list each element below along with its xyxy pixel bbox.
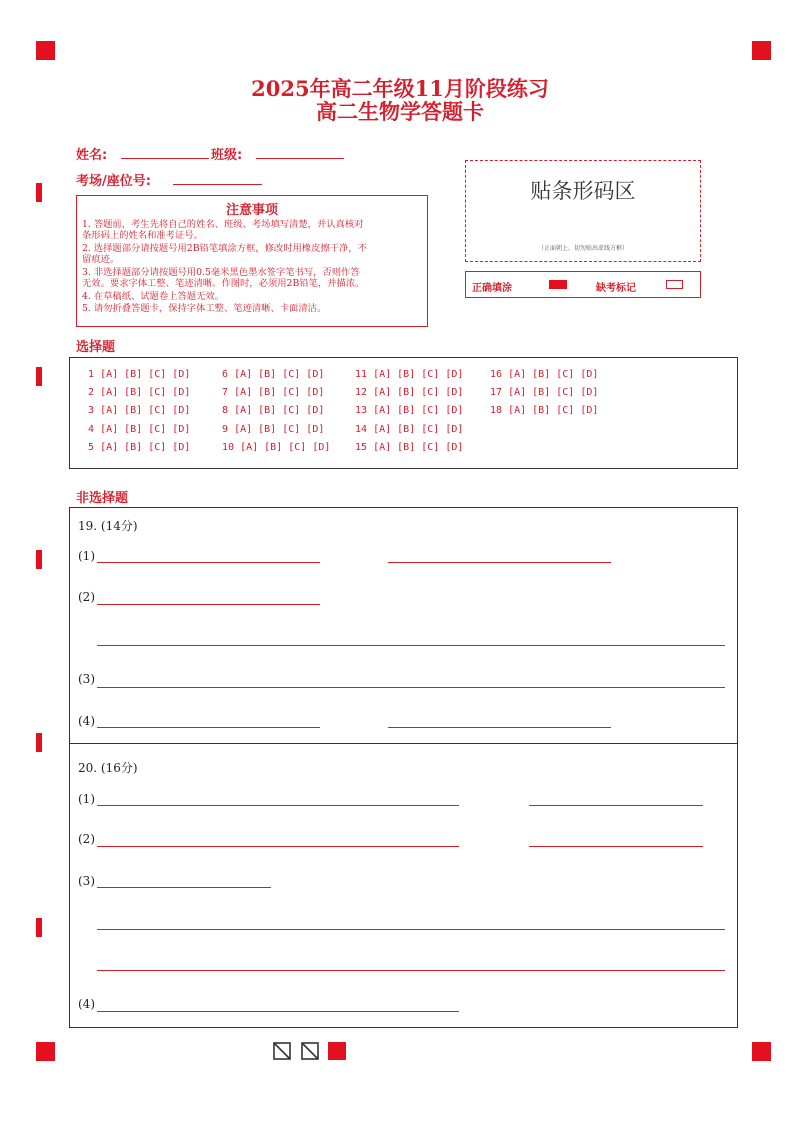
mc-options[interactable]: [A] [B] [C] [D] [100, 405, 191, 416]
q19-part-4-answer-a[interactable] [97, 727, 320, 728]
mc-question-3[interactable] [88, 405, 190, 416]
corner-marker-bottom-left [36, 1042, 55, 1061]
q20-part-3-answer-a[interactable] [97, 887, 271, 888]
mc-question-5[interactable] [88, 442, 190, 453]
mc-question-number: 16 [490, 369, 503, 380]
q20-part-3-answer-c[interactable] [97, 970, 725, 971]
name-label: 姓名: [76, 148, 108, 163]
mc-question-13[interactable] [355, 405, 463, 416]
mc-question-7[interactable] [222, 387, 324, 398]
q19-part-2-answer-b[interactable] [97, 645, 725, 646]
mc-answer-area [69, 357, 738, 469]
timing-tick [36, 183, 42, 202]
timing-tick [36, 733, 42, 752]
seat-field[interactable] [173, 184, 262, 185]
mc-question-10[interactable] [222, 442, 330, 453]
mc-options[interactable]: [A] [B] [C] [D] [100, 424, 191, 435]
q19-part-2-label: (2) [78, 590, 95, 604]
mc-question-1[interactable] [88, 369, 190, 380]
mc-options[interactable]: [A] [B] [C] [D] [373, 442, 464, 453]
fill-legend [465, 271, 701, 298]
notice-line: 2. 选择题部分请按题号用2B铅笔填涂方框，修改时用橡皮擦干净，不 [82, 243, 367, 254]
mc-question-number: 8 [222, 405, 229, 416]
question-19-box [69, 507, 738, 744]
q19-part-3-label: (3) [78, 672, 95, 686]
q20-part-2-answer-a[interactable] [97, 846, 459, 847]
mc-options[interactable]: [A] [B] [C] [D] [240, 442, 331, 453]
q20-part-1-label: (1) [78, 792, 95, 806]
mc-options[interactable]: [A] [B] [C] [D] [234, 369, 325, 380]
mc-question-12[interactable] [355, 387, 463, 398]
class-field[interactable] [256, 158, 344, 159]
q20-part-1-answer-a[interactable] [97, 805, 459, 806]
mc-options[interactable]: [A] [B] [C] [D] [234, 405, 325, 416]
mc-question-17[interactable] [490, 387, 598, 398]
absent-mark-label: 缺考标记 [596, 283, 636, 294]
absent-mark-checkbox[interactable] [666, 280, 683, 289]
page-code-crossed-box-1 [273, 1042, 291, 1060]
seat-label: 考场/座位号: [76, 174, 151, 189]
mc-question-number: 15 [355, 442, 368, 453]
mc-question-number: 9 [222, 424, 229, 435]
question-20-title: 20. (16分) [78, 761, 138, 775]
mc-question-8[interactable] [222, 405, 324, 416]
mc-question-number: 10 [222, 442, 235, 453]
page-title-line1: 2025年高二年级11月阶段练习 [251, 76, 549, 101]
mc-question-number: 13 [355, 405, 368, 416]
q20-part-1-answer-b[interactable] [529, 805, 703, 806]
notice-line: 1. 答题前，考生先将自己的姓名、班级、考场填写清楚，并认真核对 [82, 219, 364, 230]
mc-options[interactable]: [A] [B] [C] [D] [373, 387, 464, 398]
mc-question-number: 12 [355, 387, 368, 398]
mc-question-number: 6 [222, 369, 229, 380]
mc-question-number: 14 [355, 424, 368, 435]
notice-line: 留痕迹。 [82, 254, 120, 265]
q20-part-4-answer[interactable] [97, 1011, 459, 1012]
mc-question-14[interactable] [355, 424, 463, 435]
mc-question-2[interactable] [88, 387, 190, 398]
corner-marker-top-right [752, 41, 771, 60]
notice-box [76, 195, 428, 327]
corner-marker-top-left [36, 41, 55, 60]
notice-title: 注意事项 [225, 203, 278, 218]
mc-question-number: 17 [490, 387, 503, 398]
mc-question-number: 3 [88, 405, 95, 416]
mc-question-number: 7 [222, 387, 229, 398]
mc-question-number: 18 [490, 405, 503, 416]
q20-part-2-label: (2) [78, 832, 95, 846]
mc-question-15[interactable] [355, 442, 463, 453]
mc-options[interactable]: [A] [B] [C] [D] [100, 442, 191, 453]
page-title-line2: 高二生物学答题卡 [316, 99, 484, 124]
timing-tick [36, 550, 42, 569]
corner-marker-bottom-right [752, 1042, 771, 1061]
mc-question-number: 5 [88, 442, 95, 453]
mc-options[interactable]: [A] [B] [C] [D] [373, 405, 464, 416]
mc-options[interactable]: [A] [B] [C] [D] [508, 387, 599, 398]
mc-question-number: 1 [88, 369, 95, 380]
mc-question-number: 11 [355, 369, 368, 380]
mc-question-number: 2 [88, 387, 95, 398]
mc-question-16[interactable] [490, 369, 598, 380]
mc-options[interactable]: [A] [B] [C] [D] [373, 424, 464, 435]
mc-options[interactable]: [A] [B] [C] [D] [100, 387, 191, 398]
q19-part-4-label: (4) [78, 714, 95, 728]
page-code-filled-box [328, 1042, 346, 1060]
mc-options[interactable]: [A] [B] [C] [D] [508, 405, 599, 416]
class-label: 班级: [211, 148, 243, 163]
q19-part-3-answer[interactable] [97, 687, 725, 688]
notice-line: 4. 在草稿纸、试题卷上答题无效。 [82, 291, 224, 302]
mc-options[interactable]: [A] [B] [C] [D] [234, 424, 325, 435]
q20-part-3-answer-b[interactable] [97, 929, 725, 930]
fr-section-title: 非选择题 [76, 491, 129, 506]
notice-line: 3. 非选择题部分请按题号用0.5毫米黑色墨水签字笔书写，否则作答 [82, 267, 360, 278]
mc-question-4[interactable] [88, 424, 190, 435]
mc-question-number: 4 [88, 424, 95, 435]
mc-section-title: 选择题 [76, 340, 116, 355]
page-code-crossed-box-2 [301, 1042, 319, 1060]
mc-question-18[interactable] [490, 405, 598, 416]
notice-line: 5. 请勿折叠答题卡，保持字体工整、笔迹清晰、卡面清洁。 [82, 303, 327, 314]
q19-part-4-answer-b[interactable] [388, 727, 611, 728]
mc-question-6[interactable] [222, 369, 324, 380]
correct-fill-label: 正确填涂 [472, 283, 512, 294]
q20-part-2-answer-b[interactable] [529, 846, 703, 847]
barcode-note: （正面朝上，切勿贴出虚线方框） [537, 245, 628, 252]
q19-part-2-answer-a[interactable] [97, 604, 320, 605]
timing-tick [36, 367, 42, 386]
q19-part-1-answer-a[interactable] [97, 562, 320, 563]
correct-fill-sample [549, 280, 567, 289]
q20-part-4-label: (4) [78, 997, 95, 1011]
mc-options[interactable]: [A] [B] [C] [D] [100, 369, 191, 380]
question-20-box [69, 743, 738, 1028]
notice-line: 无效。要求字体工整、笔迹清晰。作图时，必须用2B铅笔，并描浓。 [82, 278, 365, 289]
mc-options[interactable]: [A] [B] [C] [D] [508, 369, 599, 380]
question-19-title: 19. (14分) [78, 519, 138, 533]
mc-options[interactable]: [A] [B] [C] [D] [234, 387, 325, 398]
name-field[interactable] [121, 158, 209, 159]
timing-tick [36, 918, 42, 937]
q19-part-1-label: (1) [78, 549, 95, 563]
mc-question-11[interactable] [355, 369, 463, 380]
barcode-title: 贴条形码区 [530, 179, 636, 203]
barcode-area [465, 160, 701, 262]
q20-part-3-label: (3) [78, 874, 95, 888]
mc-question-9[interactable] [222, 424, 324, 435]
notice-line: 条形码上的姓名和准考证号。 [82, 230, 203, 241]
q19-part-1-answer-b[interactable] [388, 562, 611, 563]
mc-options[interactable]: [A] [B] [C] [D] [373, 369, 464, 380]
